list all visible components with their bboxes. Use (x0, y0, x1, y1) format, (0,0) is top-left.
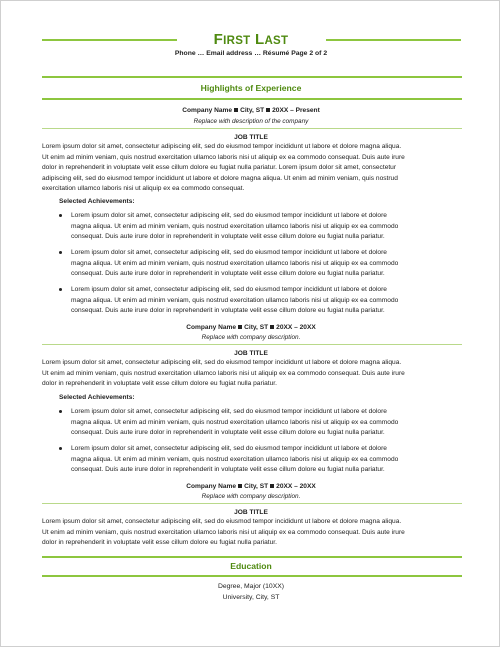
bullet-dot-icon (59, 410, 62, 413)
job1-location: City, ST (240, 107, 265, 114)
name-first-rest: IRST (223, 35, 251, 47)
achievement-line: Lorem ipsum dolor sit amet, consectetur adipiscing elit, sed do eiusmod tempor incididunt ut labore et dolore (71, 212, 387, 219)
job3-company-line (1, 483, 500, 490)
job3-rule (42, 503, 462, 504)
job2-rule (42, 344, 462, 345)
square-bullet-icon (234, 108, 238, 112)
education-degree: Degree, Major (10XX) (217, 583, 285, 590)
job1-company-line (1, 107, 500, 114)
achievement-line: consequat. Duis aute irure dolor in reprehenderit in voluptate velit esse cillum dolore eu fugiat nulla pariatur. (71, 270, 385, 277)
job3-description: Replace with company description. (201, 493, 301, 500)
job1-dates: 20XX – Present (272, 107, 320, 114)
achievement-line: magna aliqua. Ut enim ad minim veniam, quis nostrud exercitation ullamco laboris nisi ut aliquip ex ea commodo (71, 259, 399, 267)
paragraph-line: Lorem ipsum dolor sit amet, consectetur adipiscing elit, sed do eiusmod tempor incididunt ut labore et dolore magna aliqua. (42, 359, 402, 366)
job3-dates: 20XX – 20XX (276, 483, 316, 490)
job3-paragraph (42, 517, 462, 549)
bullet-dot-icon (59, 214, 62, 217)
education-rule-top (42, 556, 462, 558)
job3-company-name: Company Name (186, 483, 237, 490)
job2-company-line (1, 324, 500, 331)
name-last-initial: L (254, 31, 265, 48)
contact-line: Phone … Email address … Résumé Page 2 of 2 (174, 50, 328, 57)
education-section-title: Education (230, 561, 272, 571)
achievement-line: magna aliqua. Ut enim ad minim veniam, quis nostrud exercitation ullamco laboris nisi ut aliquip ex ea commodo (71, 296, 399, 304)
education-rule-bottom (42, 575, 462, 577)
paragraph-line: Ut enim ad minim veniam, quis nostrud exercitation ullamco laboris nisi ut aliquip ex ea commodo consequat. Duis aute irure (42, 369, 405, 377)
paragraph-line: dolor in reprehenderit in voluptate velit esse cillum dolore eu fugiat nulla pariatur. (42, 380, 277, 387)
paragraph-line: dolor in reprehenderit in voluptate velit esse cillum dolore eu fugiat nulla pariatur. (42, 539, 277, 546)
bullet-dot-icon (59, 251, 62, 254)
job2-achievements-label: Selected Achievements: (59, 394, 135, 401)
achievement-line: consequat. Duis aute irure dolor in reprehenderit in voluptate velit esse cillum dolore eu fugiat nulla pariatur. (71, 429, 385, 436)
job3-location: City, ST (244, 483, 269, 490)
paragraph-line: Ut enim ad minim veniam, quis nostrud exercitation ullamco laboris nisi ut aliquip ex ea commodo consequat. Duis aute irure (42, 528, 405, 536)
bullet-dot-icon (59, 288, 62, 291)
square-bullet-icon (270, 484, 274, 488)
paragraph-line: exercitation ullamco laboris nisi ut aliquip ex ea commodo consequat. (42, 185, 245, 192)
job2-company-name: Company Name (186, 324, 237, 331)
square-bullet-icon (238, 484, 242, 488)
paragraph-line: Lorem ipsum dolor sit amet, consectetur adipiscing elit, sed do eiusmod tempor incididunt ut labore et dolore magna aliqua. (42, 143, 402, 150)
job2-title: JOB TITLE (234, 350, 268, 357)
job1-company-name: Company Name (182, 107, 233, 114)
achievement-line: consequat. Duis aute irure dolor in reprehenderit in voluptate velit esse cillum dolore eu fugiat nulla pariatur. (71, 466, 385, 473)
job1-achievements-label: Selected Achievements: (59, 198, 135, 205)
job1-rule (42, 128, 462, 129)
education-school: University, City, ST (222, 594, 280, 601)
name-first-initial: F (213, 31, 224, 48)
square-bullet-icon (266, 108, 270, 112)
bullet-dot-icon (59, 447, 62, 450)
job2-location: City, ST (244, 324, 269, 331)
square-bullet-icon (270, 325, 274, 329)
achievement-line: consequat. Duis aute irure dolor in reprehenderit in voluptate velit esse cillum dolore eu fugiat nulla pariatur. (71, 307, 385, 314)
paragraph-line: Ut enim ad minim veniam, quis nostrud exercitation ullamco laboris nisi ut aliquip ex ea commodo consequat. Duis aute irure (42, 153, 405, 161)
job1-paragraph (42, 142, 462, 195)
paragraph-line: Lorem ipsum dolor sit amet, consectetur adipiscing elit, sed do eiusmod tempor incididunt ut labore et dolore magna aliqua. (42, 518, 402, 525)
paragraph-line: dolor in reprehenderit in voluptate velit esse cillum dolore eu fugiat nulla pariatur. Lorem ipsum dolor sit amet, consectetur (42, 164, 397, 171)
achievement-line: consequat. Duis aute irure dolor in reprehenderit in voluptate velit esse cillum dolore eu fugiat nulla pariatur. (71, 233, 385, 240)
job3-title: JOB TITLE (234, 509, 268, 516)
achievement-line: Lorem ipsum dolor sit amet, consectetur adipiscing elit, sed do eiusmod tempor incididunt ut labore et dolore (71, 286, 387, 293)
job2-description: Replace with company description. (201, 334, 301, 341)
achievement-line: Lorem ipsum dolor sit amet, consectetur adipiscing elit, sed do eiusmod tempor incididunt ut labore et dolore (71, 408, 387, 415)
name-last-rest: AST (264, 35, 289, 47)
experience-rule-top (42, 76, 462, 78)
job2-paragraph (42, 358, 462, 390)
paragraph-line: adipiscing elit, sed do eiusmod tempor incididunt ut labore et dolore magna aliqua. Ut enim ad minim veniam, quis nostrud (42, 174, 398, 182)
achievement-line: magna aliqua. Ut enim ad minim veniam, quis nostrud exercitation ullamco laboris nisi ut aliquip ex ea commodo (71, 455, 399, 463)
square-bullet-icon (238, 325, 242, 329)
job1-description: Replace with description of the company (193, 118, 309, 125)
candidate-name (1, 31, 500, 48)
achievement-line: Lorem ipsum dolor sit amet, consectetur adipiscing elit, sed do eiusmod tempor incididunt ut labore et dolore (71, 445, 387, 452)
achievement-line: magna aliqua. Ut enim ad minim veniam, quis nostrud exercitation ullamco laboris nisi ut aliquip ex ea commodo (71, 418, 399, 426)
job2-dates: 20XX – 20XX (276, 324, 316, 331)
experience-section-title: Highlights of Experience (200, 83, 302, 93)
experience-rule-bottom (42, 98, 462, 100)
job1-title: JOB TITLE (234, 134, 268, 141)
achievement-line: Lorem ipsum dolor sit amet, consectetur adipiscing elit, sed do eiusmod tempor incididunt ut labore et dolore (71, 249, 387, 256)
achievement-line: magna aliqua. Ut enim ad minim veniam, quis nostrud exercitation ullamco laboris nisi ut aliquip ex ea commodo (71, 222, 399, 230)
